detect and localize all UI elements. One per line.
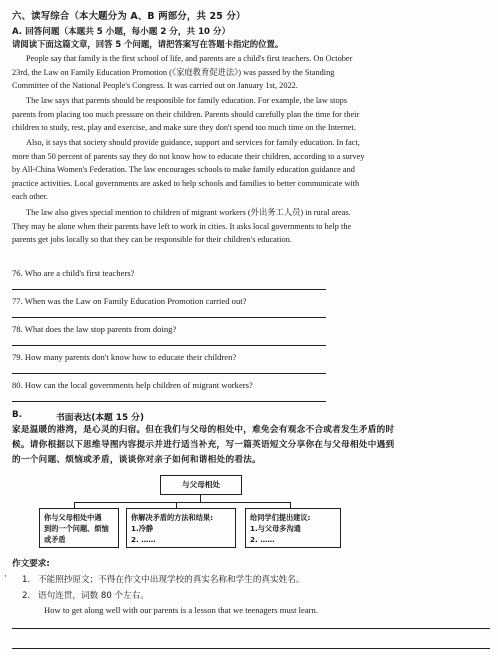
mindmap-center-node: 与父母相处	[160, 475, 242, 495]
question-78: 78. What does the law stop parents from doing?	[12, 324, 177, 334]
answer-line-79[interactable]	[12, 373, 326, 374]
writing-line-2[interactable]	[12, 648, 490, 649]
answer-line-78[interactable]	[12, 345, 326, 346]
passage-line: each other.	[12, 192, 48, 202]
section-heading: 六、读写综合（本大题分为 A、B 两部分，共 25 分）	[12, 11, 246, 22]
prompt-line: 候。请你根据以下思维导图内容提示并进行适当补充，写一篇英语短文分享你在与父母相处中遇到	[12, 440, 395, 450]
requirements-title: 作文要求:	[12, 559, 50, 569]
passage-paragraph-4	[12, 206, 486, 247]
passage-line: They may be alone when their parents have left to work in cities. It asks local governments to help the	[12, 221, 352, 231]
passage-line: parents from placing too much pressure on their children. Parents should carefully plan the time for their	[12, 109, 360, 119]
essay-starter-sentence: How to get along well with our parents is a lesson that we teenagers must learn.	[44, 605, 318, 615]
answer-line-80[interactable]	[12, 401, 326, 402]
passage-line: practice activities. Local governments are asked to help schools and families to better communicate with	[12, 178, 360, 188]
passage-paragraph-2	[12, 94, 486, 135]
requirement-1: 1. 不能照抄原文；不得在作文中出现学校的真实名称和学生的真实姓名。	[22, 575, 305, 585]
answer-line-77[interactable]	[12, 317, 326, 318]
passage-line: Committee of the National People's Congress. It was carried out on January 1st, 2022.	[12, 81, 298, 91]
passage-line: The law also gives special mention to children of migrant workers (外出务工人员) in rural areas.	[26, 208, 351, 217]
passage-line: Also, it says that society should provide guidance, support and services for family education. In fact,	[26, 138, 360, 147]
writing-line-1[interactable]	[12, 628, 490, 629]
question-77: 77. When was the Law on Family Education Promotion carried out?	[12, 296, 247, 306]
passage-line: People say that family is the first school of life, and parents are a child's first teachers. On October	[26, 54, 353, 63]
connector-vertical	[200, 495, 201, 502]
passage-line: parents get jobs locally so that they can be responsible for their children's education.	[12, 235, 292, 245]
prompt-line: 的一个问题、烦恼或矛盾，谈谈你对亲子如何和谐相处的看法。	[12, 455, 262, 465]
connector-horizontal	[74, 502, 290, 503]
part-b-prompt	[12, 423, 488, 468]
passage-paragraph-1	[12, 52, 486, 93]
prompt-line: 家是温暖的港湾，是心灵的归宿。但在我们与父母的相处中，难免会有观念不合或者发生矛盾的时	[12, 425, 395, 435]
part-b-title: 书面表达(本题 15 分)	[56, 413, 144, 423]
passage-line: 23rd, the Law on Family Education Promotion (《家庭教育促进法》) was passed by the Standing	[12, 67, 335, 77]
passage-paragraph-3	[12, 136, 486, 204]
part-a-heading: A. 回答问题（本题共 5 小题，每小题 2 分，共 10 分）	[12, 27, 231, 37]
question-76: 76. Who are a child's first teachers?	[12, 268, 135, 278]
part-a-instruction: 请阅读下面这篇文章，回答 5 个问题，请把答案写在答题卡指定的位置。	[12, 39, 284, 49]
question-80: 80. How can the local governments help children of migrant workers?	[12, 380, 253, 390]
mindmap-middle-node: 你解决矛盾的方法和结果: 1.冷静 2. ……	[126, 508, 236, 548]
mindmap-right-node: 给同学们提出建议: 1.与父母多沟通 2. ……	[245, 508, 341, 548]
margin-mark: ·	[4, 572, 7, 582]
passage-line: by All-China Women's Federation. The law encourages schools to make family education guidance and	[12, 165, 355, 175]
passage-line: children to study, rest, play and exercise, and make sure they don't spend too much time on the Internet.	[12, 123, 356, 133]
mindmap-left-node: 你与父母相处中遇 到的一个问题、烦恼 或矛盾	[39, 508, 119, 548]
part-b-label: B.	[12, 410, 23, 420]
question-79: 79. How many parents don't know how to educate their children?	[12, 352, 237, 362]
passage-line: The law says that parents should be responsible for family education. For example, the law stops	[26, 96, 347, 105]
answer-line-76[interactable]	[12, 289, 326, 290]
requirement-2: 2. 语句连贯，词数 80 个左右。	[22, 591, 149, 601]
passage-line: more than 50 percent of parents say they do not know how to educate their children, according to a survey	[12, 151, 365, 161]
